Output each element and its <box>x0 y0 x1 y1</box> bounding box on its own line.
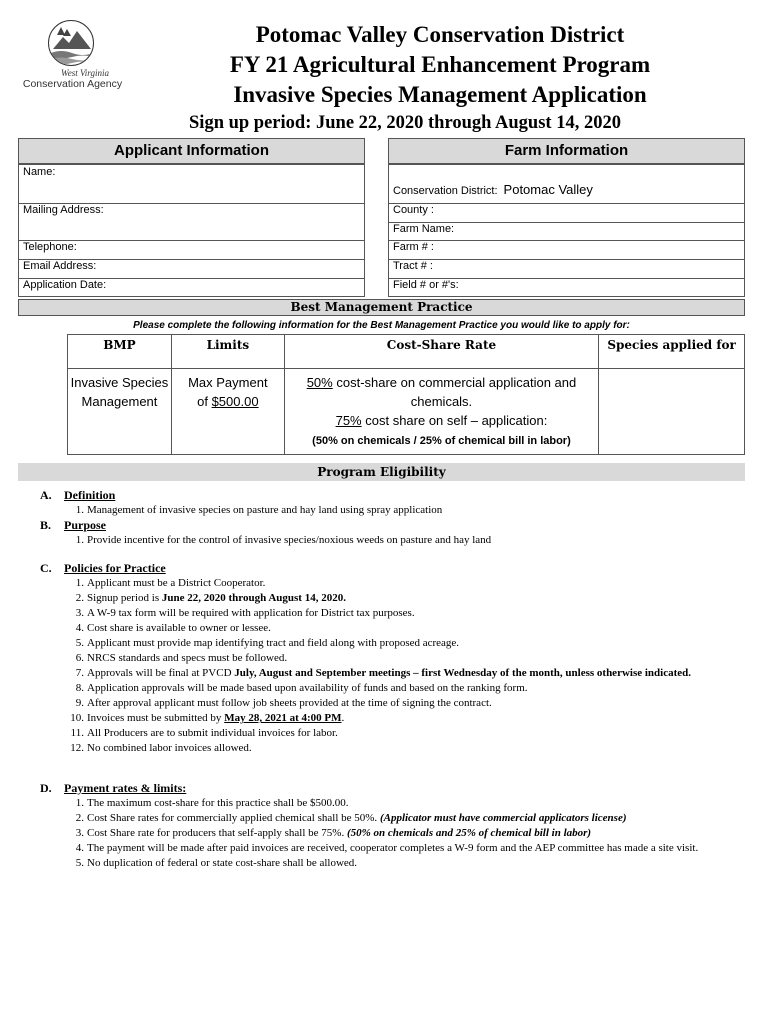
list-item: 11. All Producers are to submit individual invoices for labor. <box>70 727 338 739</box>
email-field[interactable] <box>19 260 364 279</box>
district-label: Conservation District: <box>393 185 498 197</box>
tract-number-field[interactable] <box>389 260 744 279</box>
farm-number-field[interactable] <box>389 241 744 260</box>
list-item: 5. No duplication of federal or state cost-share shall be allowed. <box>75 857 358 869</box>
list-item: 12. No combined labor invoices allowed. <box>70 742 252 754</box>
county-field[interactable] <box>389 204 744 223</box>
species-applied-input[interactable] <box>599 369 745 455</box>
mailing-label: Mailing Address: <box>23 204 104 216</box>
list-item: 8. Application approvals will be made based upon availability of funds and based on the ranking form. <box>75 682 528 694</box>
list-item: 3. A W-9 tax form will be required with application for District tax purposes. <box>75 607 415 619</box>
col-limits: Limits <box>171 335 284 369</box>
bmp-name: Invasive Species Management <box>68 369 172 455</box>
name-label: Name: <box>23 166 56 178</box>
farm-number-label: Farm # : <box>393 241 434 253</box>
section-payment-rates: D. Payment rates & limits: 1. The maximum cost-share for this practice shall be $500.00. 2. Cost Share rates for commercially applied chemical shall be 50%. (Applicator must have commercial applicators license) 3. Cost Share rate for producers that self-apply shall be 75%. (50% on chemicals and 25% of chemical bill in labor) 4. The payment will be made after paid invoices are received, cooperator completes a W-9 form and the AEP committee has made a site visit. 5. No duplication of federal or state cost-share shall be allowed. <box>40 781 750 871</box>
farm-name-label: Farm Name: <box>393 223 455 235</box>
limit-amount: $500.00 <box>211 394 259 409</box>
program-eligibility-header: Program Eligibility <box>18 463 745 481</box>
application-date-field[interactable] <box>19 279 364 296</box>
section-definition: A. Definition 1. Management of invasive species on pasture and hay land using spray application <box>40 488 750 518</box>
bmp-header: Best Management Practice <box>18 299 745 316</box>
col-bmp: BMP <box>68 335 172 369</box>
list-item: 4. Cost share is available to owner or lessee. <box>75 622 271 634</box>
title-line2: FY 21 Agricultural Enhancement Program <box>229 52 651 77</box>
list-item: 4. The payment will be made after paid invoices are received, cooperator completes a W-9 form and the AEP committee has made a site visit. <box>75 842 699 854</box>
title-line1: Potomac Valley Conservation District <box>255 22 625 47</box>
list-item: 7. Approvals will be final at PVCD July, August and September meetings – first Wednesday of the month, unless otherwise indicated. <box>75 667 692 679</box>
list-item: 2. Signup period is June 22, 2020 through August 14, 2020. <box>75 592 346 604</box>
logo-line1: West Virginia <box>61 68 109 78</box>
list-item: 2. Cost Share rates for commercially applied chemical shall be 50%. (Applicator must have commercial applicators license) <box>75 812 627 824</box>
list-item: 1. Management of invasive species on pasture and hay land using spray application <box>75 504 443 516</box>
telephone-label: Telephone: <box>23 241 77 253</box>
county-label: County : <box>393 204 434 216</box>
signup-period: Sign up period: June 22, 2020 through August 14, 2020 <box>189 113 621 133</box>
field-number-field[interactable] <box>389 279 744 296</box>
col-cost-share-rate: Cost-Share Rate <box>284 335 598 369</box>
list-item: 6. NRCS standards and specs must be followed. <box>75 652 288 664</box>
definition-title: Definition <box>64 488 116 502</box>
telephone-field[interactable] <box>19 241 364 260</box>
bmp-limit: Max Payment of $500.00 <box>171 369 284 455</box>
policies-title: Policies for Practice <box>64 561 166 575</box>
purpose-title: Purpose <box>64 518 106 532</box>
col-species: Species applied for <box>599 335 745 369</box>
list-item: 10. Invoices must be submitted by May 28, 2021 at 4:00 PM. <box>70 712 345 724</box>
applicant-info-header: Applicant Information <box>18 138 365 164</box>
list-item: 1. The maximum cost-share for this practice shall be $500.00. <box>75 797 349 809</box>
payment-title: Payment rates & limits: <box>64 781 187 795</box>
date-label: Application Date: <box>23 279 107 291</box>
farm-name-field[interactable] <box>389 223 744 241</box>
logo-line2: Conservation Agency <box>22 78 123 90</box>
bmp-rate: 50% cost-share on commercial application and chemicals. 75% cost share on self – application: (50% on chemicals / 25% of chemical bill in labor) <box>284 369 598 455</box>
section-policies: C. Policies for Practice 1. Applicant must be a District Cooperator. 2. Signup period is June 22, 2020 through August 14, 2020. 3. A W-9 tax form will be required with application for District tax purposes. 4. Cost share is available to owner or lessee. 5. Applicant must provide map identifying tract and field along with proposed acreage. 6. NRCS standards and specs must be followed. 7. Approvals will be final at PVCD July, August and September meetings – first Wednesday of the month, unless otherwise indicated. 8. Application approvals will be made based upon availability of funds and based on the ranking form. 9. After approval applicant must follow job sheets provided at the time of signing the contract. 10. Invoices must be submitted by May 28, 2021 at 4:00 PM. 11. All Producers are to submit individual invoices for labor. 12. No combined labor invoices allowed. <box>40 561 750 756</box>
farm-info-header: Farm Information <box>388 138 745 164</box>
name-field[interactable] <box>19 166 364 204</box>
mailing-address-field[interactable] <box>19 204 364 241</box>
district-value: Potomac Valley <box>503 182 593 197</box>
section-purpose: B. Purpose 1. Provide incentive for the control of invasive species/noxious weeds on pasture and hay land <box>40 518 750 548</box>
list-item: 5. Applicant must provide map identifying tract and field along with proposed acreage. <box>75 637 460 649</box>
agency-seal-icon <box>48 20 94 66</box>
list-item: 9. After approval applicant must follow job sheets provided at the time of signing the contract. <box>75 697 492 709</box>
tract-label: Tract # : <box>393 260 433 272</box>
bmp-table <box>67 334 745 455</box>
bmp-instructions: Please complete the following information for the Best Management Practice you would like to apply for: <box>133 320 630 331</box>
list-item: 1. Applicant must be a District Cooperator. <box>75 577 266 589</box>
list-item: 1. Provide incentive for the control of invasive species/noxious weeds on pasture and hay land <box>75 534 492 546</box>
field-label: Field # or #'s: <box>393 279 459 291</box>
conservation-district-field[interactable] <box>389 166 744 204</box>
title-line3: Invasive Species Management Application <box>233 82 647 107</box>
logo <box>20 20 125 95</box>
email-label: Email Address: <box>23 260 97 272</box>
list-item: 3. Cost Share rate for producers that self-apply shall be 75%. (50% on chemicals and 25% of chemical bill in labor) <box>75 827 592 839</box>
